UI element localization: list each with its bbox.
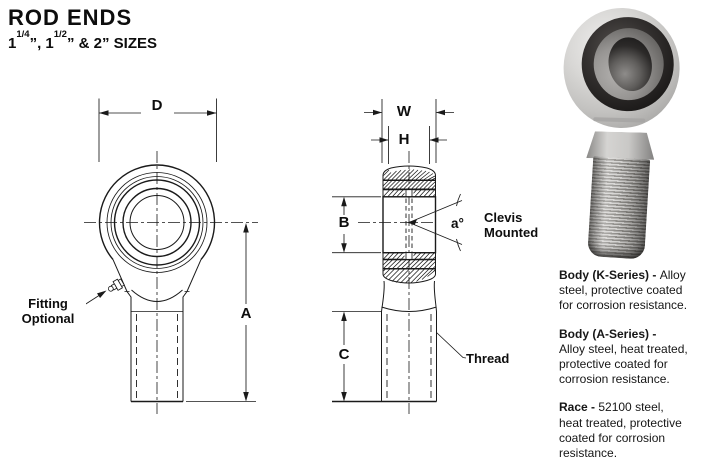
thread-callout: Thread <box>466 352 522 367</box>
angle-label: a° <box>451 217 473 232</box>
material-note-body-a-series: Body (A-Series) - Alloy steel, heat treated, protective coated for corrosion resistance. <box>559 326 688 387</box>
rod-end-photo <box>540 0 706 265</box>
page-subtitle: $1^{1/4}$”, $1^{1/2}$” & 2” SIZES <box>8 29 157 52</box>
dim-label-c: C <box>335 347 353 363</box>
dim-label-d: D <box>147 98 167 114</box>
dim-label-b: B <box>335 215 353 231</box>
rod-end-photo-body <box>540 0 706 265</box>
material-note-body-k-series: Body (K-Series) - Alloy steel, protective coated for corrosion resistance. <box>559 268 688 313</box>
photo-threaded-shank <box>587 156 650 259</box>
dim-label-h: H <box>396 132 412 148</box>
front-view-drawing <box>78 99 258 415</box>
page-title: ROD ENDS <box>8 5 133 30</box>
materials-notes <box>559 268 705 464</box>
dim-label-w: W <box>396 103 412 120</box>
clevis-mounted-callout: Clevis Mounted <box>484 211 554 240</box>
dim-label-a: A <box>237 306 255 322</box>
header <box>8 5 157 52</box>
fitting-optional-callout: Fitting Optional <box>10 297 86 326</box>
rod-end-dimension-drawing <box>0 85 560 464</box>
material-note-race: Race - 52100 steel, heat treated, protective coated for corrosion resistance. <box>559 400 682 461</box>
